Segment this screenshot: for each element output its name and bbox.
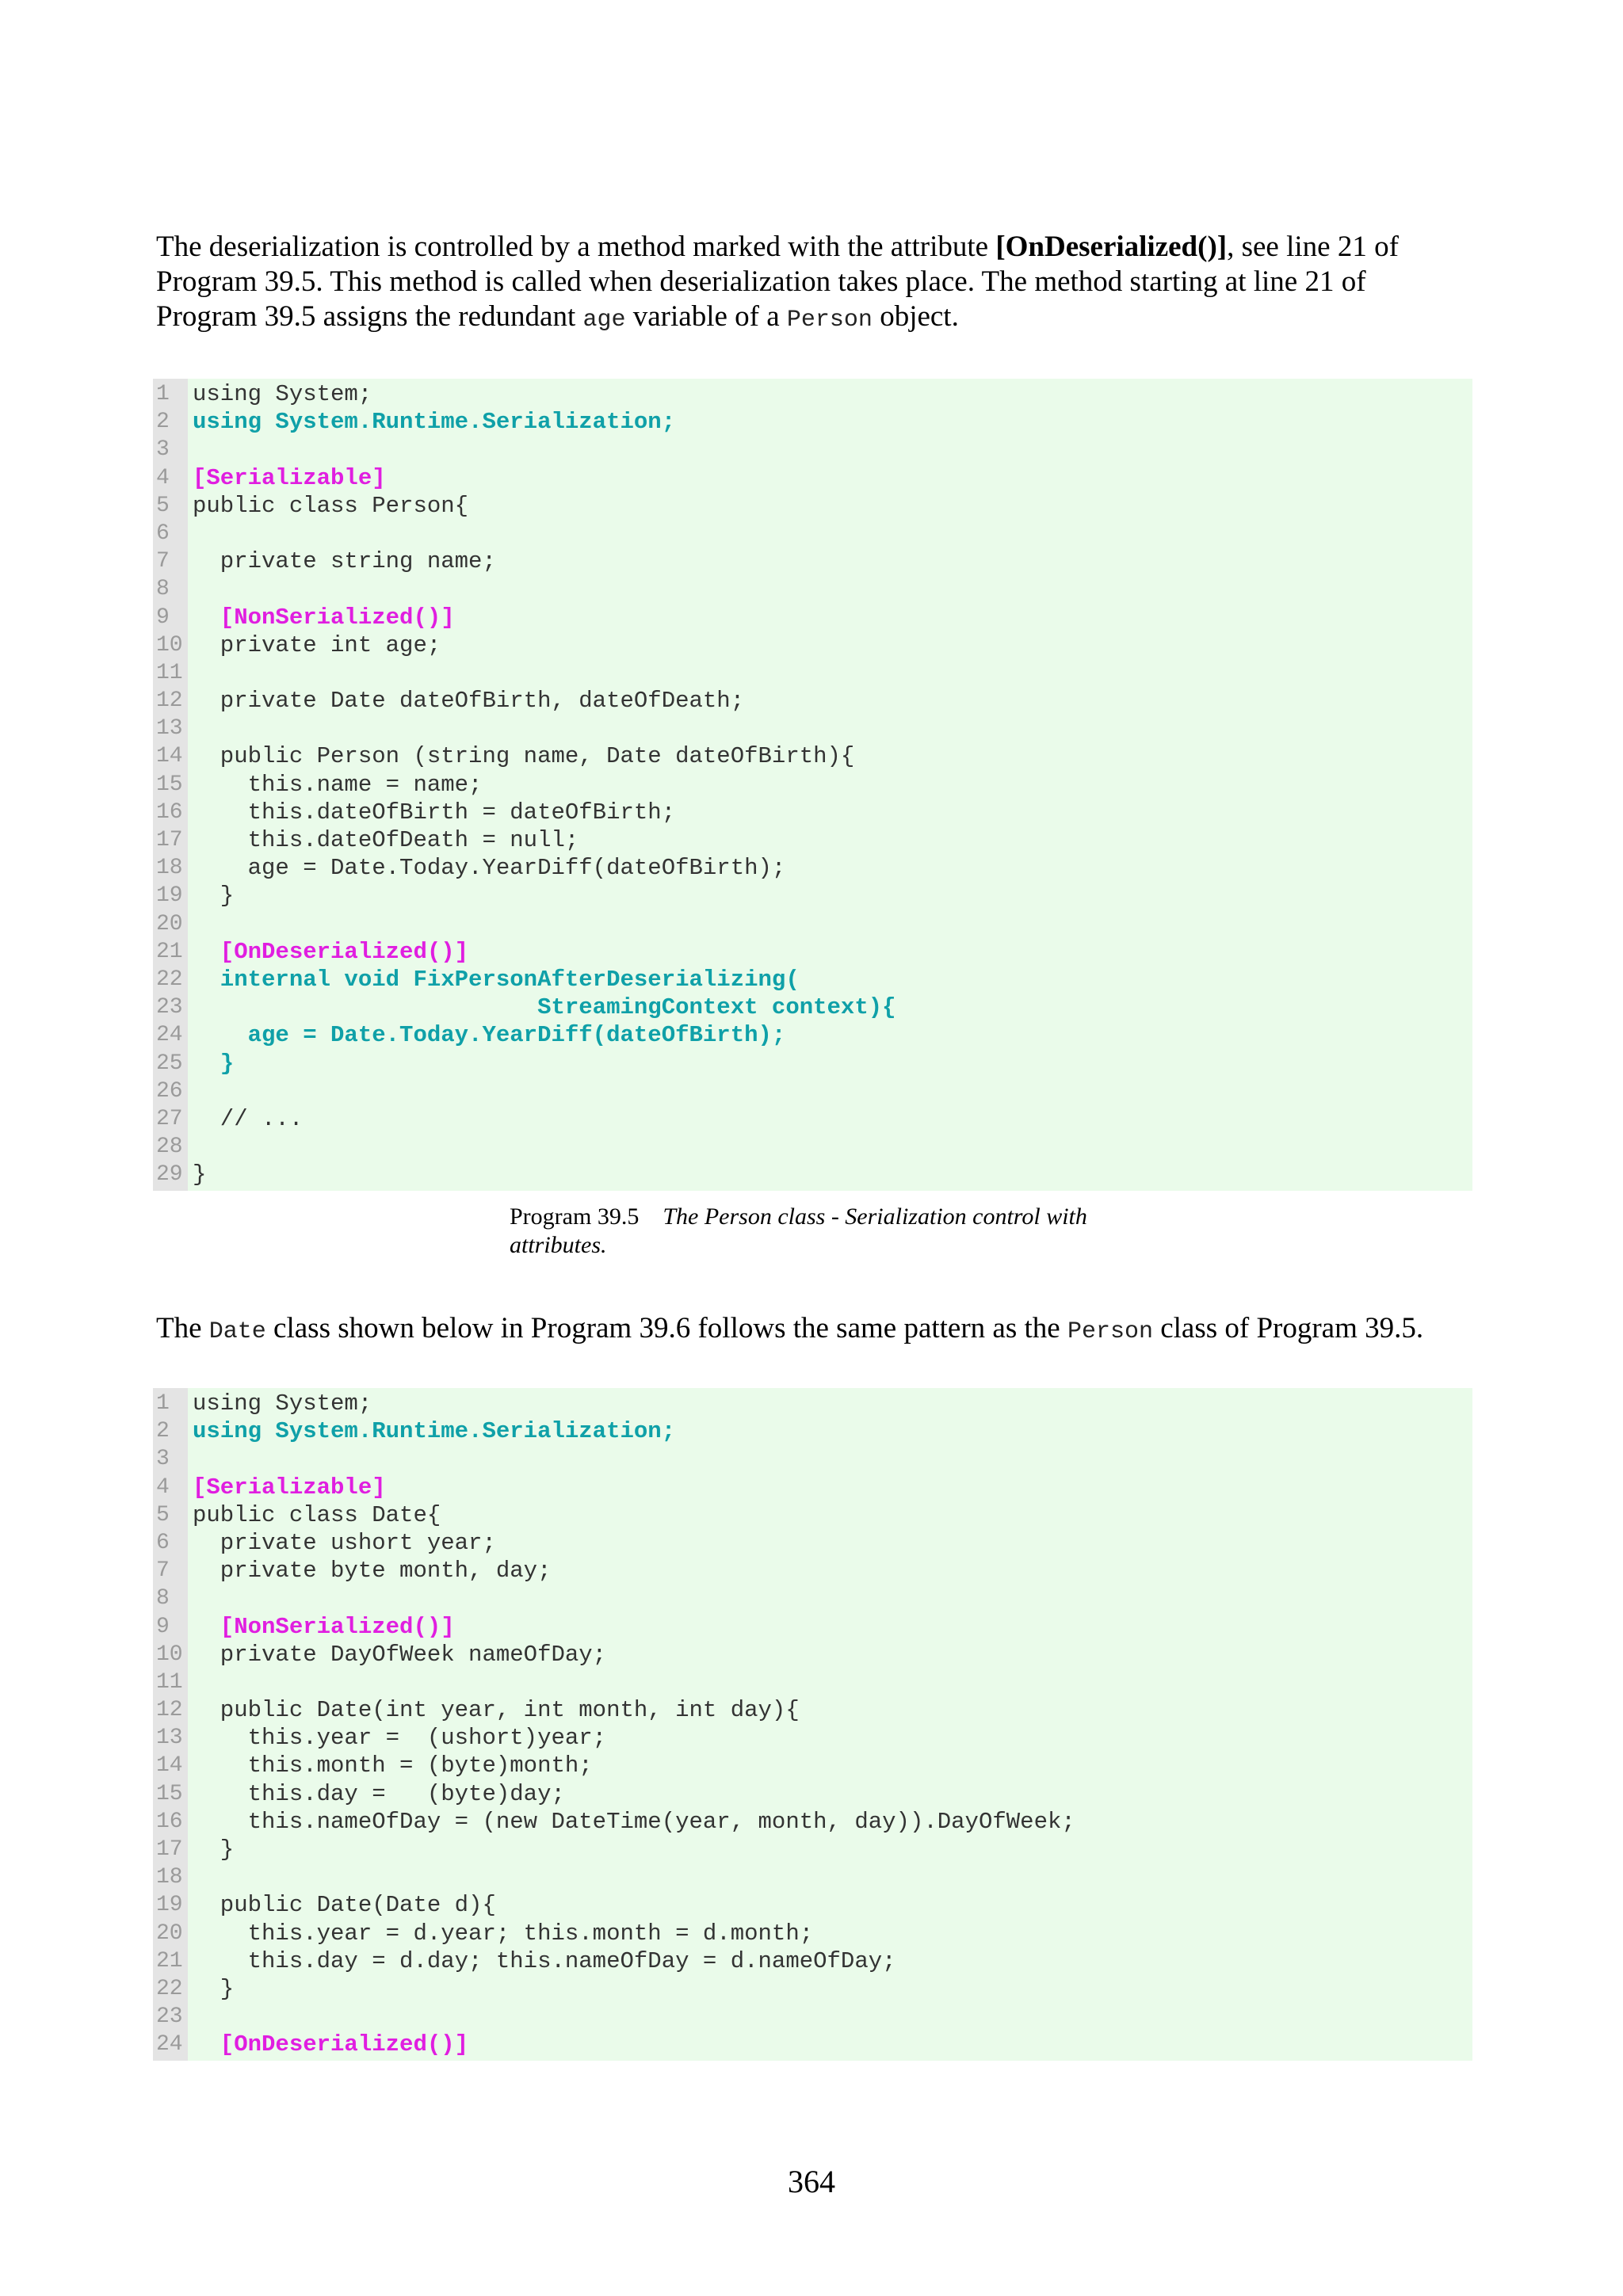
- inline-code-person: Person: [786, 307, 873, 334]
- intro-text-4: object.: [872, 300, 959, 333]
- code-line: [153, 1752, 1472, 1779]
- code-text: public Person (string name, Date dateOfBirth){: [193, 743, 855, 770]
- code-text: age = Date.Today.YearDiff(dateOfBirth);: [193, 1022, 786, 1049]
- line-number: 28: [156, 1135, 183, 1160]
- line-number: 12: [156, 1698, 183, 1723]
- code-line: [153, 1641, 1472, 1669]
- line-number: 1: [156, 382, 170, 406]
- line-number: 16: [156, 799, 183, 825]
- line-number: 8: [156, 577, 170, 602]
- code-text: StreamingContext context){: [193, 994, 896, 1021]
- line-number: 12: [156, 688, 183, 714]
- code-line: [153, 1529, 1472, 1557]
- code-text: internal void FixPersonAfterDeserializing(: [193, 966, 800, 993]
- line-number: 6: [156, 521, 170, 546]
- code-line: [153, 715, 1472, 742]
- code-line: [153, 492, 1472, 520]
- code-text: this.name = name;: [193, 771, 483, 798]
- code-line: [153, 826, 1472, 854]
- intro-text-1: The deserialization is controlled by a method marked with the attribute: [156, 231, 996, 263]
- line-number: 7: [156, 1558, 170, 1584]
- line-number: 19: [156, 883, 183, 909]
- code-line: [153, 938, 1472, 966]
- code-line: [153, 1780, 1472, 1808]
- code-text: private byte month, day;: [193, 1558, 552, 1585]
- code-line: [153, 2031, 1472, 2058]
- code-text: [Serializable]: [193, 464, 386, 491]
- line-number: 24: [156, 2032, 183, 2058]
- line-number: 23: [156, 2004, 183, 2030]
- code-line: [153, 742, 1472, 770]
- code-line: [153, 854, 1472, 882]
- line-number: 11: [156, 1669, 183, 1695]
- code-line: [153, 799, 1472, 826]
- line-number: 3: [156, 1447, 170, 1472]
- line-number: 1: [156, 1391, 170, 1416]
- line-number: 3: [156, 437, 170, 463]
- code-line: [153, 1585, 1472, 1612]
- inline-code-date: Date: [208, 1318, 266, 1345]
- line-number: 29: [156, 1162, 183, 1188]
- line-number: 16: [156, 1809, 183, 1834]
- code-text: [NonSerialized()]: [193, 1613, 455, 1640]
- line-number: 21: [156, 939, 183, 964]
- code-line: [153, 1474, 1472, 1501]
- code-text: private ushort year;: [193, 1529, 496, 1556]
- code-text: [OnDeserialized()]: [193, 2031, 469, 2058]
- code-line: [153, 1920, 1472, 1947]
- line-number: 18: [156, 856, 183, 881]
- code-line: [153, 1724, 1472, 1752]
- code-line: [153, 1105, 1472, 1133]
- line-number: 2: [156, 1419, 170, 1444]
- line-number: 20: [156, 1920, 183, 1946]
- code-text: using System.Runtime.Serialization;: [193, 409, 676, 436]
- line-number: 10: [156, 1642, 183, 1667]
- line-number: 26: [156, 1078, 183, 1104]
- code-text: this.dateOfDeath = null;: [193, 827, 579, 853]
- line-number: 17: [156, 828, 183, 852]
- code-text: private string name;: [193, 548, 496, 575]
- line-number: 22: [156, 967, 183, 992]
- line-number: 13: [156, 1726, 183, 1751]
- line-number: 5: [156, 493, 170, 518]
- code-line: [153, 1836, 1472, 1863]
- code-line: [153, 631, 1472, 659]
- code-line: [153, 994, 1472, 1021]
- line-number: 21: [156, 1948, 183, 1974]
- line-number: 11: [156, 660, 183, 685]
- code-line: [153, 1050, 1472, 1077]
- code-line: [153, 1161, 1472, 1188]
- code-text: }: [193, 1836, 235, 1863]
- code-text: private int age;: [193, 631, 441, 658]
- code-text: public Date(Date d){: [193, 1892, 496, 1919]
- line-number: 22: [156, 1976, 183, 2001]
- code-text: }: [193, 1050, 235, 1077]
- line-number: 7: [156, 549, 170, 574]
- line-number: 15: [156, 1781, 183, 1806]
- line-number: 6: [156, 1530, 170, 1555]
- inline-code-person-2: Person: [1067, 1318, 1153, 1345]
- code-line: [153, 1891, 1472, 1919]
- code-text: private DayOfWeek nameOfDay;: [193, 1641, 607, 1668]
- line-number: 9: [156, 1614, 170, 1639]
- code-line: [153, 1417, 1472, 1445]
- line-number: 27: [156, 1106, 183, 1131]
- code-text: age = Date.Today.YearDiff(dateOfBirth);: [193, 855, 786, 882]
- line-number: 17: [156, 1837, 183, 1862]
- code-line: [153, 436, 1472, 463]
- intro-paragraph: [156, 230, 1472, 338]
- intro-text-3: variable of a: [625, 300, 787, 333]
- code-line: [153, 1133, 1472, 1161]
- code-line: [153, 1808, 1472, 1836]
- code-line: [153, 910, 1472, 938]
- date-text-1: The: [156, 1312, 209, 1344]
- code-text: // ...: [193, 1105, 304, 1132]
- code-line: [153, 408, 1472, 436]
- line-number: 25: [156, 1051, 183, 1076]
- line-number: 24: [156, 1023, 183, 1048]
- code-text: }: [193, 1161, 207, 1188]
- code-text: [NonSerialized()]: [193, 604, 455, 631]
- line-number: 18: [156, 1865, 183, 1890]
- code-text: public class Person{: [193, 492, 469, 519]
- code-text: this.day = d.day; this.nameOfDay = d.nameOfDay;: [193, 1947, 896, 1974]
- line-number: 15: [156, 772, 183, 797]
- code-text: }: [193, 1975, 235, 2002]
- line-number: 8: [156, 1586, 170, 1611]
- code-line: [153, 1501, 1472, 1529]
- date-paragraph: [156, 1311, 1472, 1349]
- intro-text-2: , see line 21 of Program 39.5. This method is called when deserialization takes place. The method starting at line 21 of Program 39.5 assigns the redundant: [156, 231, 1399, 333]
- line-number: 13: [156, 716, 183, 742]
- code-line: [153, 1863, 1472, 1891]
- line-number: 10: [156, 632, 183, 658]
- code-line: [153, 687, 1472, 715]
- line-number: 5: [156, 1502, 170, 1527]
- attribute-name: [OnDeserialized()]: [995, 231, 1228, 263]
- code-text: this.day = (byte)day;: [193, 1780, 565, 1807]
- line-number: 23: [156, 995, 183, 1020]
- code-line: [153, 1557, 1472, 1585]
- code-text: }: [193, 883, 235, 910]
- code-line: [153, 547, 1472, 575]
- code-line: [153, 2003, 1472, 2031]
- code-line: [153, 1669, 1472, 1696]
- code-text: using System.Runtime.Serialization;: [193, 1418, 676, 1445]
- code-listing-program-39-6: [153, 1388, 1472, 2061]
- line-number: 14: [156, 744, 183, 769]
- code-line: [153, 966, 1472, 994]
- inline-code-age: age: [582, 307, 626, 334]
- line-number: 20: [156, 911, 183, 936]
- code-text: private Date dateOfBirth, dateOfDeath;: [193, 688, 745, 715]
- caption-label: Program 39.5: [510, 1203, 640, 1230]
- code-line: [153, 771, 1472, 799]
- code-line: [153, 1975, 1472, 2003]
- line-number: 4: [156, 1474, 170, 1500]
- code-listing-program-39-5: [153, 379, 1472, 1191]
- code-line: [153, 1021, 1472, 1049]
- caption-text: The Person class - Serialization control with attributes.: [510, 1203, 1087, 1258]
- line-number: 4: [156, 465, 170, 490]
- date-text-2: class shown below in Program 39.6 follows the same pattern as the: [265, 1312, 1067, 1344]
- code-text: this.month = (byte)month;: [193, 1753, 593, 1779]
- page-number: 364: [788, 2164, 835, 2199]
- code-text: this.year = (ushort)year;: [193, 1725, 607, 1752]
- code-line: [153, 1390, 1472, 1417]
- code-line: [153, 520, 1472, 547]
- code-line: [153, 575, 1472, 603]
- line-number: 9: [156, 605, 170, 630]
- code-line: [153, 1696, 1472, 1724]
- code-text: using System;: [193, 381, 372, 407]
- code-text: using System;: [193, 1390, 372, 1417]
- code-text: [Serializable]: [193, 1474, 386, 1501]
- code-text: this.nameOfDay = (new DateTime(year, month, day)).DayOfWeek;: [193, 1808, 1075, 1835]
- date-text-3: class of Program 39.5.: [1152, 1312, 1424, 1344]
- code-line: [153, 464, 1472, 492]
- program-caption: [510, 1203, 1144, 1260]
- code-text: this.dateOfBirth = dateOfBirth;: [193, 799, 676, 826]
- code-line: [153, 1445, 1472, 1473]
- code-line: [153, 380, 1472, 408]
- line-number: 14: [156, 1753, 183, 1779]
- code-line: [153, 1947, 1472, 1975]
- code-line: [153, 604, 1472, 631]
- line-number: 2: [156, 410, 170, 435]
- line-number: 19: [156, 1893, 183, 1918]
- code-text: public class Date{: [193, 1501, 441, 1528]
- code-line: [153, 882, 1472, 910]
- code-line: [153, 659, 1472, 687]
- code-text: [OnDeserialized()]: [193, 938, 469, 965]
- code-line: [153, 1613, 1472, 1641]
- code-text: this.year = d.year; this.month = d.month;: [193, 1920, 814, 1947]
- code-text: public Date(int year, int month, int day){: [193, 1697, 800, 1724]
- code-line: [153, 1077, 1472, 1105]
